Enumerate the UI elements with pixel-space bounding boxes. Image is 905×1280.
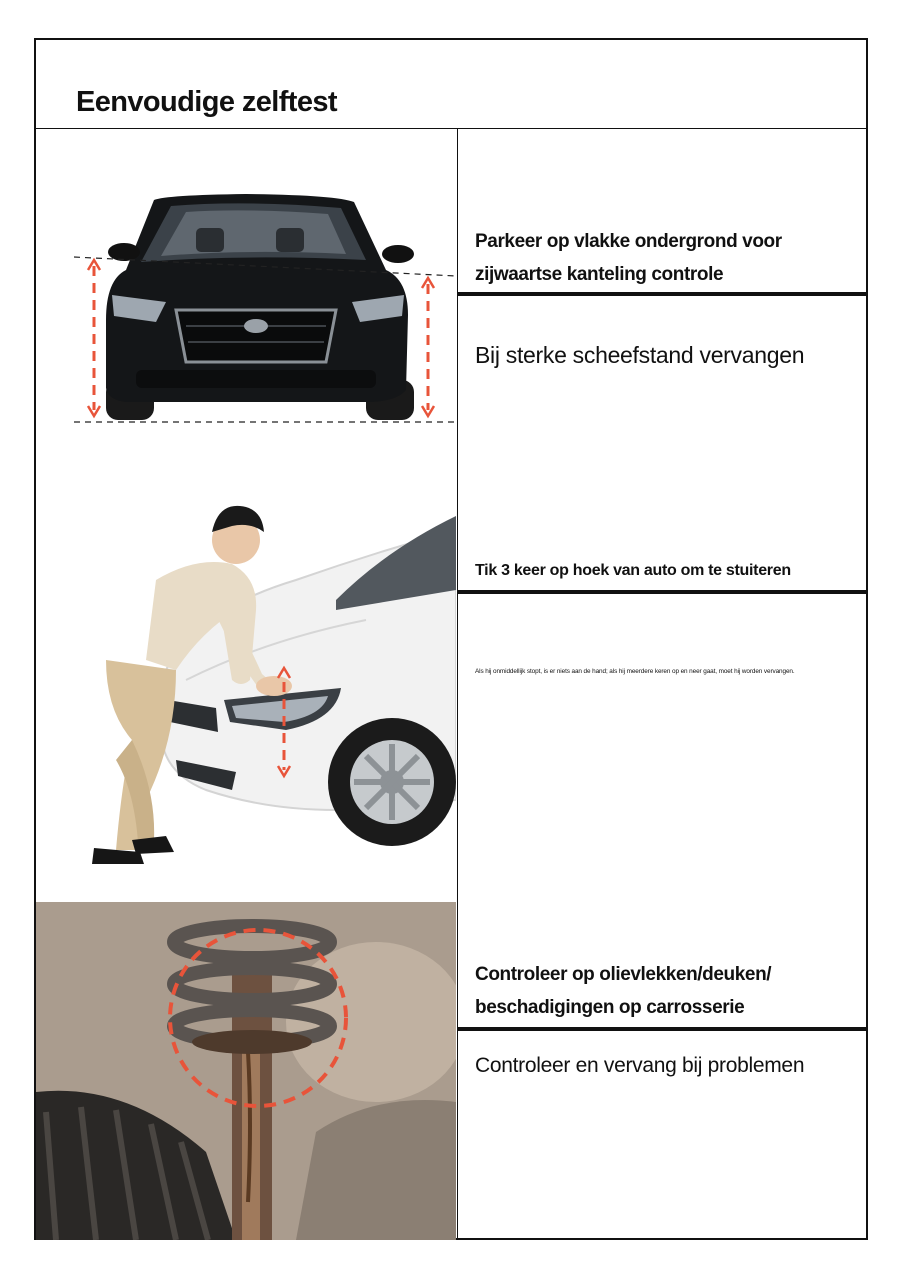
header-divider bbox=[36, 128, 866, 129]
row-1-heading: Parkeer op vlakke ondergrond voor zijwaartse kanteling controle bbox=[475, 231, 782, 285]
bounce-test-illustration bbox=[36, 460, 456, 900]
row-2-text: Als hij onmiddellijk stopt, is er niets aan de hand; als hij meerdere keren op en neer gaat, moet hij worden vervangen. bbox=[475, 668, 795, 675]
man-white-car-image bbox=[36, 460, 456, 900]
sedan-tilt-illustration bbox=[36, 130, 456, 430]
shock-absorber-illustration bbox=[36, 902, 456, 1240]
row-2-divider bbox=[458, 590, 866, 594]
page-frame bbox=[34, 38, 868, 1240]
row-1-text: Bij sterke scheefstand vervangen bbox=[475, 342, 805, 368]
black-sedan-image bbox=[36, 130, 456, 430]
row-2-heading: Tik 3 keer op hoek van auto om te stuiteren bbox=[475, 562, 791, 579]
row-3-text: Controleer en vervang bij problemen bbox=[475, 1054, 805, 1077]
row-3-heading: Controleer op olievlekken/deuken/ beschadigingen op carrosserie bbox=[475, 964, 772, 1018]
row-1-divider bbox=[458, 292, 866, 296]
rusty-shock-image bbox=[36, 902, 456, 1240]
row-3-divider bbox=[458, 1027, 866, 1031]
page-title: Eenvoudige zelftest bbox=[76, 86, 337, 118]
